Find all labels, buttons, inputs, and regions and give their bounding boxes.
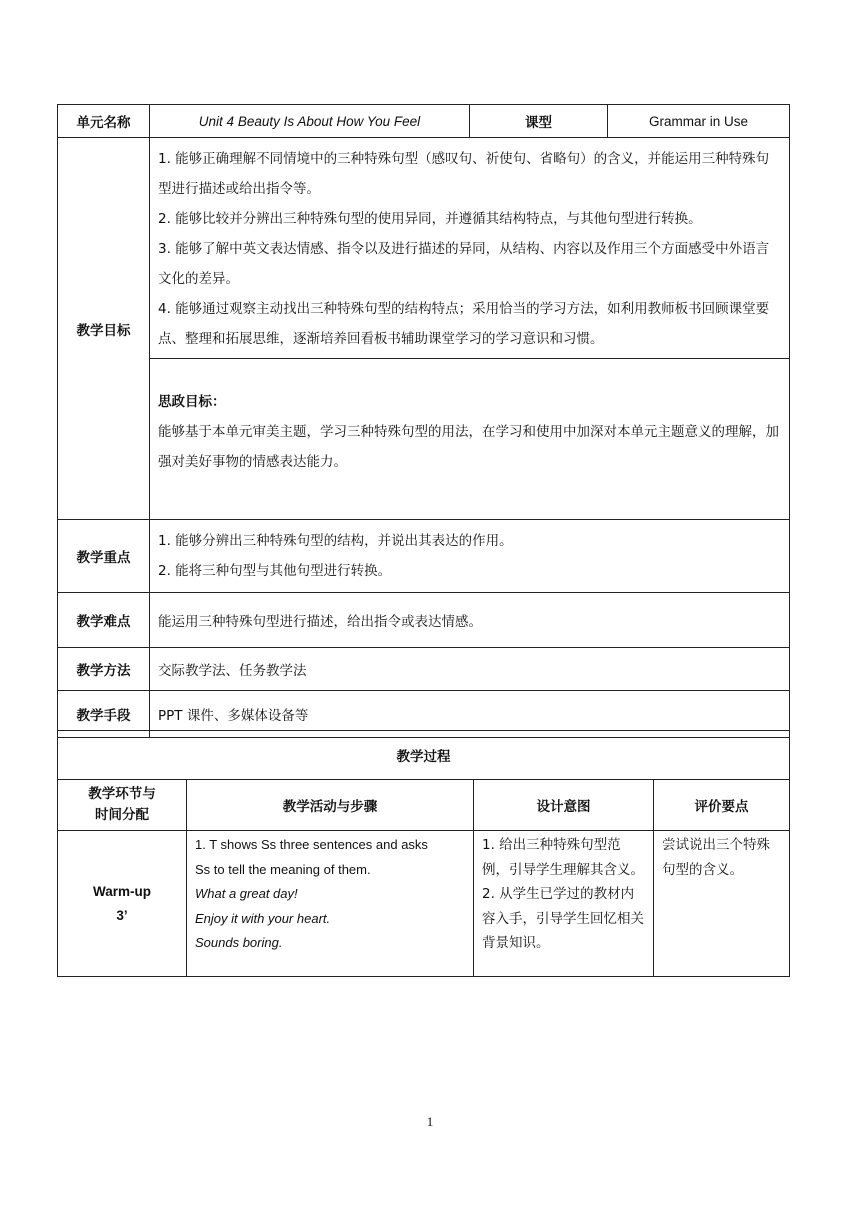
- key-points-list: [150, 520, 790, 593]
- method-text: 交际教学法、任务教学法: [150, 648, 790, 691]
- intent-cell: 1. 给出三种特殊句型范例，引导学生理解其含义。2. 从学生已学过的教材内容入手，引导学生回忆相关背景知识。: [474, 831, 654, 977]
- key-point-item: 1. 能够分辨出三种特殊句型的结构，并说出其表达的作用。: [158, 533, 513, 549]
- difficulty-text: 能运用三种特殊句型进行描述，给出指令或表达情感。: [150, 593, 790, 648]
- header-time-line: 时间分配: [95, 807, 149, 823]
- stage-time: 3’: [116, 907, 128, 923]
- goal-item: 3. 能够了解中英文表达情感、指令以及进行描述的异同，从结构、内容以及作用三个方面感受中外语言文化的差异。: [158, 241, 770, 287]
- activity-cell: [187, 831, 474, 977]
- unit-name-label: 单元名称: [58, 105, 150, 138]
- goal-item: 1. 能够正确理解不同情境中的三种特殊句型（感叹句、祈使句、省略句）的含义，并能运用三种特殊句型进行描述或给出指令等。: [158, 151, 770, 197]
- stage-cell: [58, 831, 187, 977]
- goal-item: 4. 能够通过观察主动找出三种特殊句型的结构特点；采用恰当的学习方法，如利用教师板书回顾课堂要点、整理和拓展思维，逐渐培养回看板书辅助课堂学习的学习意识和习惯。: [158, 301, 770, 347]
- example-sentence: What a great day!: [195, 886, 298, 901]
- header-intent: 设计意图: [474, 780, 654, 831]
- header-stage-line: 教学环节与: [88, 786, 156, 802]
- goal-item: 2. 能够比较并分辨出三种特殊句型的使用异同，并遵循其结构特点，与其他句型进行转换。: [158, 211, 702, 227]
- lesson-info-table: [57, 104, 790, 738]
- ideology-goals: [150, 359, 790, 520]
- goals-list: [150, 138, 790, 359]
- method-label: 教学方法: [58, 648, 150, 691]
- difficulty-label: 教学难点: [58, 593, 150, 648]
- stage-name: Warm-up: [93, 883, 151, 899]
- example-sentence: Enjoy it with your heart.: [195, 910, 331, 926]
- means-label: 教学手段: [58, 691, 150, 738]
- lesson-type-value: Grammar in Use: [608, 105, 790, 138]
- activity-line: Ss to tell the meaning of them.: [195, 861, 371, 877]
- ideology-title: 思政目标：: [158, 394, 226, 410]
- activity-line: 1. T shows Ss three sentences and asks: [195, 837, 428, 852]
- page-number: 1: [426, 1114, 434, 1129]
- unit-name-value: Unit 4 Beauty Is About How You Feel: [150, 105, 470, 138]
- process-title: 教学过程: [58, 731, 790, 780]
- example-sentence: Sounds boring.: [195, 935, 283, 950]
- evaluation-cell: 尝试说出三个特殊句型的含义。: [654, 831, 790, 977]
- goals-label: 教学目标: [58, 138, 150, 520]
- means-text: PPT 课件、多媒体设备等: [150, 691, 790, 738]
- header-activities: 教学活动与步骤: [187, 780, 474, 831]
- header-evaluation: 评价要点: [654, 780, 790, 831]
- ideology-text: 能够基于本单元审美主题，学习三种特殊句型的用法，在学习和使用中加深对本单元主题意义的理解，加强对美好事物的情感表达能力。: [158, 424, 779, 470]
- lesson-type-label: 课型: [470, 105, 608, 138]
- teaching-process-table: [57, 730, 790, 977]
- key-points-label: 教学重点: [58, 520, 150, 593]
- key-point-item: 2. 能将三种句型与其他句型进行转换。: [158, 563, 392, 579]
- header-stage-time: [58, 780, 187, 831]
